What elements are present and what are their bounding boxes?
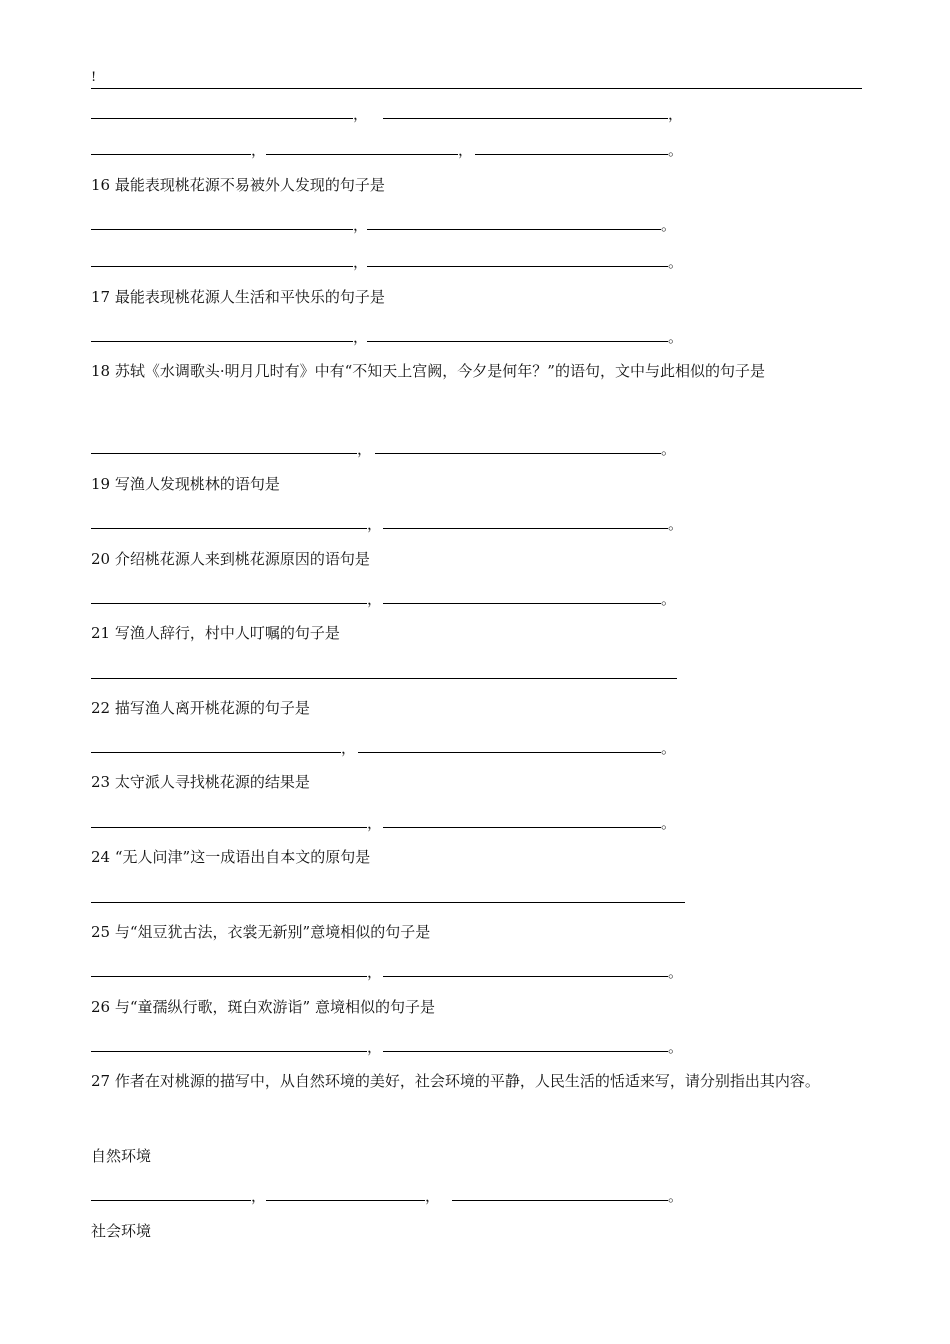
comma: ， [251, 141, 267, 159]
period: 。 [661, 739, 677, 757]
answer-blank[interactable] [383, 976, 668, 977]
period: 。 [668, 253, 684, 271]
answer-blank[interactable] [367, 229, 661, 230]
period: 。 [661, 216, 677, 234]
answer-blank[interactable] [91, 266, 353, 267]
comma: ， [341, 739, 357, 757]
label-natural-environment: 自然环境 [91, 1147, 152, 1165]
answer-blank[interactable] [367, 266, 668, 267]
question-21: 21 写渔人辞行，村中人叮嘱的句子是 [91, 624, 340, 642]
comma: ， [668, 105, 684, 123]
comma: ， [353, 328, 369, 346]
comma: ， [458, 141, 474, 159]
period: 。 [668, 515, 684, 533]
comma: ， [425, 1187, 441, 1205]
comma: ， [353, 253, 369, 271]
comma: ， [367, 814, 383, 832]
question-23: 23 太守派人寻找桃花源的结果是 [91, 773, 310, 791]
period: 。 [668, 328, 684, 346]
question-24: 24 “无人问津”这一成语出自本文的原句是 [91, 848, 371, 866]
comma: ， [367, 1038, 383, 1056]
answer-blank[interactable] [91, 902, 685, 903]
answer-blank[interactable] [367, 341, 668, 342]
answer-blank[interactable] [383, 1051, 668, 1052]
question-18: 18 苏轼《水调歌头·明月几时有》中有“不知天上宫阙，今夕是何年？”的语句，文中与此相似的句子是 [91, 362, 765, 380]
answer-blank[interactable] [91, 752, 341, 753]
question-22: 22 描写渔人离开桃花源的句子是 [91, 699, 310, 717]
question-16: 16 最能表现桃花源不易被外人发现的句子是 [91, 176, 385, 194]
comma: ， [251, 1187, 267, 1205]
answer-blank[interactable] [91, 341, 353, 342]
answer-blank[interactable] [475, 154, 668, 155]
answer-blank[interactable] [91, 528, 367, 529]
header-mark: ! [91, 70, 97, 85]
answer-blank[interactable] [375, 453, 661, 454]
comma: ， [367, 590, 383, 608]
answer-blank[interactable] [91, 118, 353, 119]
label-social-environment: 社会环境 [91, 1222, 152, 1240]
answer-blank[interactable] [91, 603, 367, 604]
answer-blank[interactable] [91, 1051, 367, 1052]
period: 。 [668, 963, 684, 981]
answer-blank[interactable] [383, 603, 661, 604]
answer-blank[interactable] [91, 453, 357, 454]
comma: ， [357, 440, 373, 458]
answer-blank[interactable] [452, 1200, 668, 1201]
period: 。 [661, 440, 677, 458]
question-17: 17 最能表现桃花源人生活和平快乐的句子是 [91, 288, 385, 306]
period: 。 [668, 141, 684, 159]
question-19: 19 写渔人发现桃林的语句是 [91, 475, 280, 493]
period: 。 [668, 1038, 684, 1056]
header-rule [91, 88, 862, 89]
period: 。 [668, 1187, 684, 1205]
answer-blank[interactable] [91, 154, 251, 155]
comma: ， [353, 216, 369, 234]
comma: ， [367, 515, 383, 533]
answer-blank[interactable] [383, 827, 661, 828]
answer-blank[interactable] [383, 118, 668, 119]
comma: ， [367, 963, 383, 981]
question-20: 20 介绍桃花源人来到桃花源原因的语句是 [91, 550, 370, 568]
question-27: 27 作者在对桃源的描写中，从自然环境的美好，社会环境的平静，人民生活的恬适来写，请分别指出其内容。 [91, 1072, 820, 1090]
question-25: 25 与“俎豆犹古法，衣裳无新别”意境相似的句子是 [91, 923, 431, 941]
period: 。 [661, 590, 677, 608]
answer-blank[interactable] [266, 1200, 425, 1201]
answer-blank[interactable] [91, 678, 677, 679]
answer-blank[interactable] [91, 976, 367, 977]
answer-blank[interactable] [266, 154, 458, 155]
answer-blank[interactable] [91, 229, 353, 230]
answer-blank[interactable] [91, 1200, 251, 1201]
answer-blank[interactable] [383, 528, 668, 529]
comma: ， [353, 105, 369, 123]
answer-blank[interactable] [91, 827, 367, 828]
question-26: 26 与“童孺纵行歌，斑白欢游诣” 意境相似的句子是 [91, 998, 435, 1016]
answer-blank[interactable] [358, 752, 661, 753]
period: 。 [661, 814, 677, 832]
